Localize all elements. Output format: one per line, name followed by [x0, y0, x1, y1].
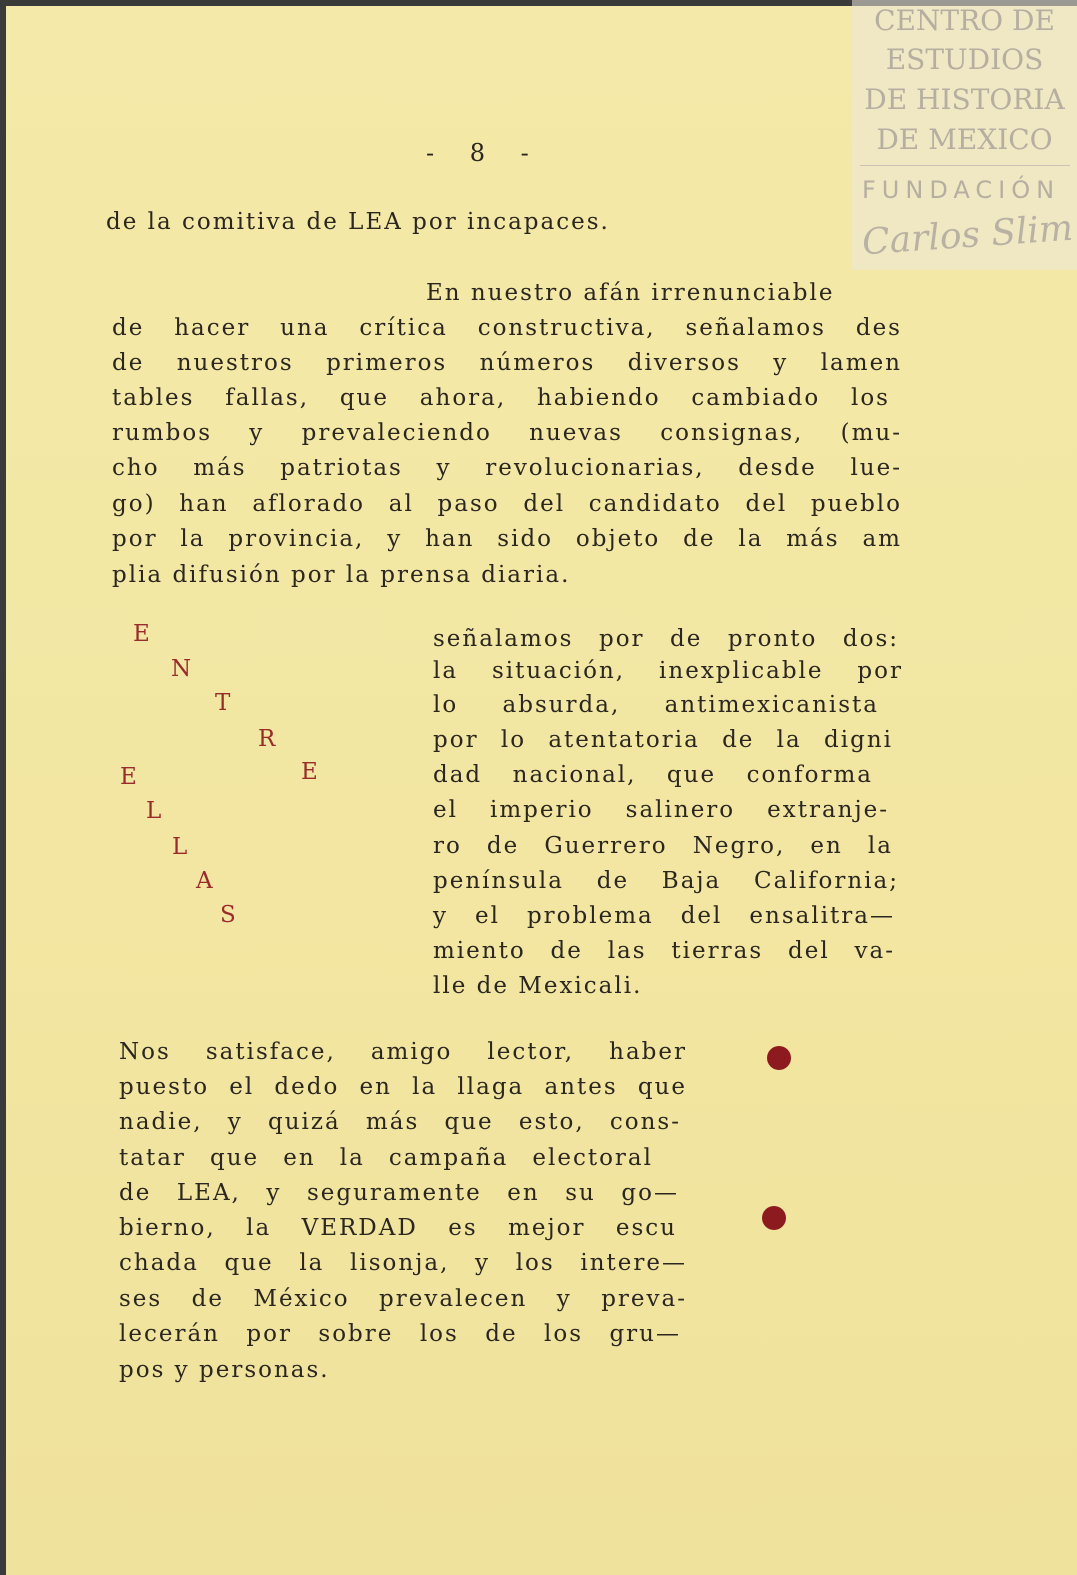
paragraph-line: tatar que en la campaña electoral	[119, 1145, 653, 1171]
watermark-line: DE HISTORIA	[864, 83, 1065, 116]
paragraph-line: por la provincia, y han sido objeto de la más am	[112, 526, 902, 552]
decorative-letter: E	[301, 759, 318, 785]
paragraph-line: tables fallas, que ahora, habiendo cambiado los	[112, 385, 890, 411]
paragraph-line: de LEA, y seguramente en su go—	[119, 1180, 679, 1206]
paragraph-line: la situación, inexplicable por	[433, 658, 903, 684]
decorative-letter: L	[172, 834, 188, 860]
paragraph-line: lle de Mexicali.	[433, 973, 643, 999]
watermark-divider	[860, 165, 1070, 166]
paragraph-line: ro de Guerrero Negro, en la	[433, 833, 893, 859]
paragraph-line: Nos satisface, amigo lector, haber	[119, 1039, 687, 1065]
paragraph-line: de hacer una crítica constructiva, señalamos des	[112, 315, 902, 341]
paragraph-line: por lo atentatoria de la digni	[433, 727, 893, 753]
intro-line: de la comitiva de LEA por incapaces.	[106, 209, 610, 235]
watermark-signature: Carlos Slim	[860, 207, 1075, 264]
page-number: - 8 -	[426, 139, 543, 167]
paragraph-line: En nuestro afán irrenunciable	[426, 280, 835, 306]
decorative-letter: T	[215, 690, 231, 716]
paragraph-line: lo absurda, antimexicanista	[433, 692, 879, 718]
paragraph-line: bierno, la VERDAD es mejor escu	[119, 1215, 677, 1241]
paragraph-line: dad nacional, que conforma	[433, 762, 873, 788]
paragraph-line: península de Baja California;	[433, 868, 899, 894]
decorative-letter: A	[196, 868, 213, 894]
watermark-line: DE MEXICO	[876, 123, 1053, 156]
paragraph-line: cho más patriotas y revolucionarias, desde lue-	[112, 455, 902, 481]
red-dot-icon	[762, 1206, 786, 1230]
paragraph-line: lecerán por sobre los de los gru—	[119, 1321, 681, 1347]
paragraph-line: pos y personas.	[119, 1357, 330, 1383]
decorative-letter: S	[220, 902, 236, 928]
watermark-line: CENTRO DE	[874, 4, 1055, 37]
decorative-letter: E	[120, 764, 137, 790]
decorative-letter: E	[133, 621, 150, 647]
watermark-foundation: FUNDACIÓN	[862, 176, 1061, 204]
paragraph-line: rumbos y prevaleciendo nuevas consignas, (mu-	[112, 420, 902, 446]
decorative-letter: N	[171, 656, 192, 682]
paragraph-line: go) han aflorado al paso del candidato del pueblo	[112, 491, 902, 517]
paragraph-line: y el problema del ensalitra—	[433, 903, 895, 929]
paragraph-line: miento de las tierras del va-	[433, 938, 895, 964]
paragraph-line: chada que la lisonja, y los intere—	[119, 1250, 687, 1276]
decorative-letter: L	[146, 798, 162, 824]
watermark-line: ESTUDIOS	[885, 43, 1044, 76]
decorative-letter: R	[258, 726, 276, 752]
paragraph-line: plia difusión por la prensa diaria.	[112, 562, 571, 588]
paragraph-line: puesto el dedo en la llaga antes que	[119, 1074, 687, 1100]
paragraph-line: de nuestros primeros números diversos y lamen	[112, 350, 902, 376]
paragraph-line: el imperio salinero extranje-	[433, 797, 889, 823]
watermark	[852, 0, 1077, 270]
paragraph-line: ses de México prevalecen y preva-	[119, 1286, 687, 1312]
red-dot-icon	[767, 1046, 791, 1070]
paragraph-line: nadie, y quizá más que esto, cons-	[119, 1109, 681, 1135]
paragraph-line: señalamos por de pronto dos:	[433, 626, 899, 652]
